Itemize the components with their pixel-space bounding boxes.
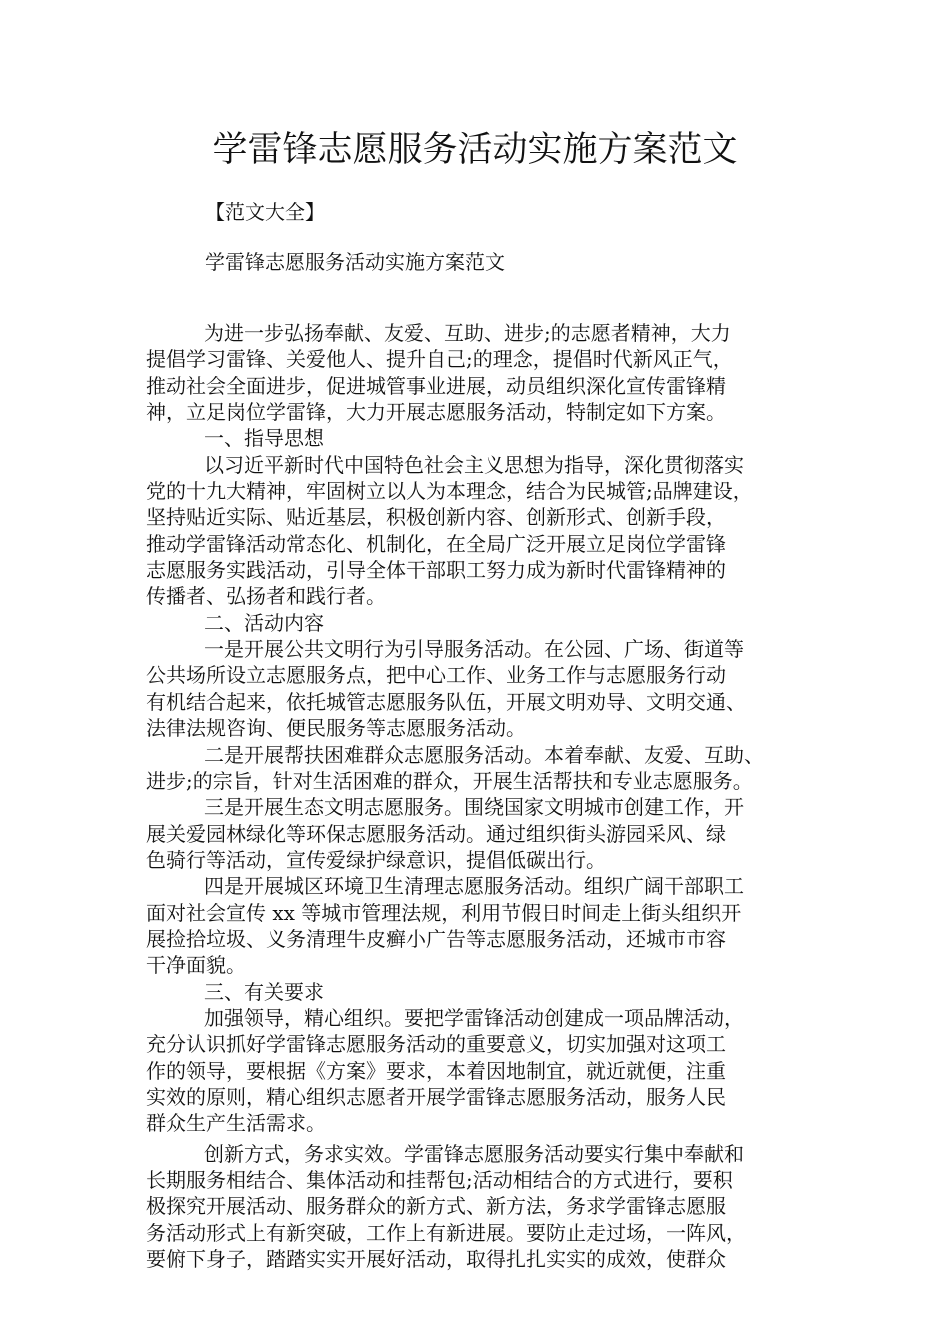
text-line: 作的领导，要根据《方案》要求，本着因地制宜，就近就便，注重 (146, 1058, 726, 1083)
text-line: 实效的原则，精心组织志愿者开展学雷锋志愿服务活动，服务人民 (146, 1084, 726, 1109)
text-line: 以习近平新时代中国特色社会主义思想为指导，深化贯彻落实 (204, 452, 744, 477)
text-line: 有机结合起来，依托城管志愿服务队伍，开展文明劝导、文明交通、 (146, 689, 746, 714)
text-line: 务活动形式上有新突破，工作上有新进展。要防止走过场，一阵风， (146, 1220, 746, 1245)
text-line: 二是开展帮扶困难群众志愿服务活动。本着奉献、友爱、互助、 (204, 742, 764, 767)
text-line: 展捡拾垃圾、义务清理牛皮癣小广告等志愿服务活动，还城市市容 (146, 926, 726, 951)
paragraph-activity-2 (146, 742, 836, 795)
text-line: 四是开展城区环境卫生清理志愿服务活动。组织广阔干部职工 (204, 874, 744, 899)
text-line: 公共场所设立志愿服务点，把中心工作、业务工作与志愿服务行动 (146, 663, 726, 688)
document-subtitle: 学雷锋志愿服务活动实施方案范文 (205, 250, 505, 274)
text-line: 长期服务相结合、集体活动和挂帮包;活动相结合的方式进行，要积 (146, 1168, 733, 1192)
text-line: 为进一步弘扬奉献、友爱、互助、进步;的志愿者精神，大力 (204, 321, 731, 345)
text-line: 三是开展生态文明志愿服务。围绕国家文明城市创建工作，开 (204, 795, 744, 820)
text-line: 传播者、弘扬者和践行者。 (146, 584, 386, 609)
text-line: 坚持贴近实际、贴近基层，积极创新内容、创新形式、创新手段， (146, 505, 726, 530)
text-line: 党的十九大精神，牢固树立以人为本理念，结合为民城管;品牌建设， (146, 479, 753, 504)
paragraph-activity-1 (146, 636, 836, 741)
document-body (146, 320, 836, 1272)
text-line: 展关爱园林绿化等环保志愿服务活动。通过组织街头游园采风、绿 (146, 821, 726, 846)
text-line: 极探究开展活动、服务群众的新方式、新方法，务求学雷锋志愿服 (146, 1194, 726, 1219)
text-line: 充分认识抓好学雷锋志愿服务活动的重要意义，切实加强对这项工 (146, 1032, 726, 1057)
text-line: 推动学雷锋活动常态化、机制化，在全局广泛开展立足岗位学雷锋 (146, 531, 726, 556)
text-line: 法律法规咨询、便民服务等志愿服务活动。 (146, 716, 526, 741)
section-heading-guiding-thought: 一、指导思想 (204, 426, 324, 451)
text-line: 推动社会全面进步，促进城管事业进展，动员组织深化宣传雷锋精 (146, 373, 726, 398)
text-line: 神，立足岗位学雷锋，大力开展志愿服务活动，特制定如下方案。 (146, 400, 726, 425)
section-heading-requirements: 三、有关要求 (204, 979, 324, 1004)
paragraph-intro (146, 320, 836, 425)
text-line: 进步;的宗旨，针对生活困难的群众，开展生活帮扶和专业志愿服务。 (146, 768, 753, 793)
text-line: 面对社会宣传 xx 等城市管理法规，利用节假日时间走上街头组织开 (146, 900, 742, 925)
paragraph-requirement-2 (146, 1141, 836, 1273)
text-line: 干净面貌。 (146, 953, 246, 978)
text-line: 群众生产生活需求。 (146, 1111, 326, 1136)
text-line: 创新方式，务求实效。学雷锋志愿服务活动要实行集中奉献和 (204, 1141, 744, 1166)
text-line: 要俯下身子，踏踏实实开展好活动，取得扎扎实实的成效，使群众 (146, 1247, 726, 1272)
text-line: 加强领导，精心组织。要把学雷锋活动创建成一项品牌活动， (204, 1005, 744, 1030)
paragraph-requirement-1 (146, 1005, 836, 1137)
paragraph-activity-3 (146, 794, 836, 873)
text-line: 一是开展公共文明行为引导服务活动。在公园、广场、街道等 (204, 637, 744, 662)
text-line: 色骑行等活动，宣传爱绿护绿意识，提倡低碳出行。 (146, 847, 606, 872)
section-heading-activity-content: 二、活动内容 (204, 610, 324, 635)
document-title: 学雷锋志愿服务活动实施方案范文 (212, 130, 738, 170)
category-tag: 【范文大全】 (205, 200, 325, 224)
paragraph-activity-4 (146, 873, 836, 978)
paragraph-guiding-thought (146, 452, 836, 610)
text-line: 提倡学习雷锋、关爱他人、提升自己;的理念，提倡时代新风正气， (146, 347, 733, 372)
text-line: 志愿服务实践活动，引导全体干部职工努力成为新时代雷锋精神的 (146, 558, 726, 583)
